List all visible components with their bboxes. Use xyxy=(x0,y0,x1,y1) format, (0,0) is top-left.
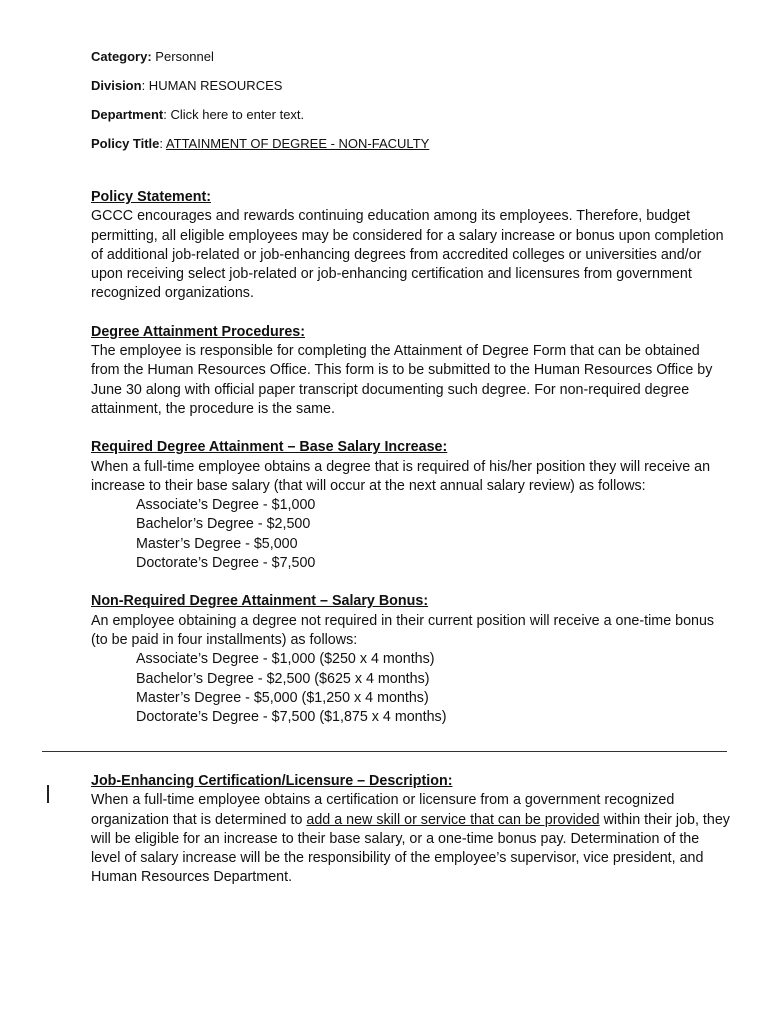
list-item: Associate’s Degree - $1,000 ($250 x 4 months) xyxy=(136,651,435,668)
policy-title-sep: : xyxy=(159,136,166,151)
procedures-body: The employee is responsible for completing the Attainment of Degree Form that can be obtained from the Human Resources Office. This form is to be submitted to the Human Resources Office by June 30 along with official paper transcript documenting such degree. For non-required degree attainment, the procedure is the same. xyxy=(91,343,713,417)
text-cursor xyxy=(47,785,49,803)
list-item: Master’s Degree - $5,000 xyxy=(136,535,298,552)
required-body: When a full-time employee obtains a degree that is required of his/her position they will receive an increase to their base salary (that will occur at the next annual salary review) as follows: xyxy=(91,458,711,494)
policy-statement-body: GCCC encourages and rewards continuing education among its employees. Therefore, budget permitting, all eligible employees may be considered for a salary increase or bonus upon completion of additional job-related or job-enhancing degrees from accredited colleges or universities and/or upon receiving select job-related or job-enhancing certification and licensures from government recognized organizations. xyxy=(91,208,724,302)
department-field[interactable]: : Click here to enter text. xyxy=(163,107,305,122)
list-item: Associate’s Degree - $1,000 xyxy=(136,497,316,514)
required-section xyxy=(91,438,731,573)
policy-title-label: Policy Title xyxy=(91,136,160,151)
required-list xyxy=(91,496,731,573)
list-item: Master’s Degree - $5,000 ($1,250 x 4 months) xyxy=(136,689,429,706)
list-item: Bachelor’s Degree - $2,500 ($625 x 4 months) xyxy=(136,670,430,687)
required-heading: Required Degree Attainment – Base Salary Increase: xyxy=(91,439,448,456)
list-item: Doctorate’s Degree - $7,500 xyxy=(136,555,316,572)
certification-body xyxy=(91,791,731,887)
non-required-list xyxy=(91,650,731,727)
policy-statement-section xyxy=(91,188,731,304)
non-required-section xyxy=(91,592,731,727)
policy-title-line xyxy=(91,135,731,152)
department-label: Department xyxy=(91,107,164,122)
policy-statement-heading: Policy Statement: xyxy=(91,189,211,205)
list-item: Bachelor’s Degree - $2,500 xyxy=(136,516,311,533)
certification-body-end: within their job, they will be eligible for an increase to their base salary, or a one-time bonus pay. Determination of the level of salary increase will be the responsibility of the employee’s supervisor, vice president, and Human Resources Department. xyxy=(91,811,730,886)
certification-body-start: When a full-time employee obtains a certification or licensure from a government recognized organization that is determined to xyxy=(91,792,675,828)
category-label: Category: xyxy=(91,49,152,64)
policy-title-value: ATTAINMENT OF DEGREE - NON-FACULTY xyxy=(165,136,430,151)
section-divider xyxy=(42,751,727,752)
procedures-section xyxy=(91,323,731,419)
document-page xyxy=(91,48,731,727)
division-value: : HUMAN RESOURCES xyxy=(141,78,283,93)
category-line xyxy=(91,48,731,65)
division-label: Division xyxy=(91,78,142,93)
category-value: Personnel xyxy=(151,49,214,64)
department-line xyxy=(91,106,731,123)
procedures-heading: Degree Attainment Procedures: xyxy=(91,323,305,340)
non-required-heading: Non-Required Degree Attainment – Salary Bonus: xyxy=(91,593,429,610)
non-required-body: An employee obtaining a degree not required in their current position will receive a one-time bonus (to be paid in four installments) as follows: xyxy=(91,612,715,648)
list-item: Doctorate’s Degree - $7,500 ($1,875 x 4 months) xyxy=(136,709,447,726)
division-line xyxy=(91,77,731,94)
certification-heading: Job-Enhancing Certification/Licensure – Description: xyxy=(91,773,453,789)
certification-section xyxy=(91,772,731,888)
certification-body-link: add a new skill or service that can be provided xyxy=(306,811,600,828)
